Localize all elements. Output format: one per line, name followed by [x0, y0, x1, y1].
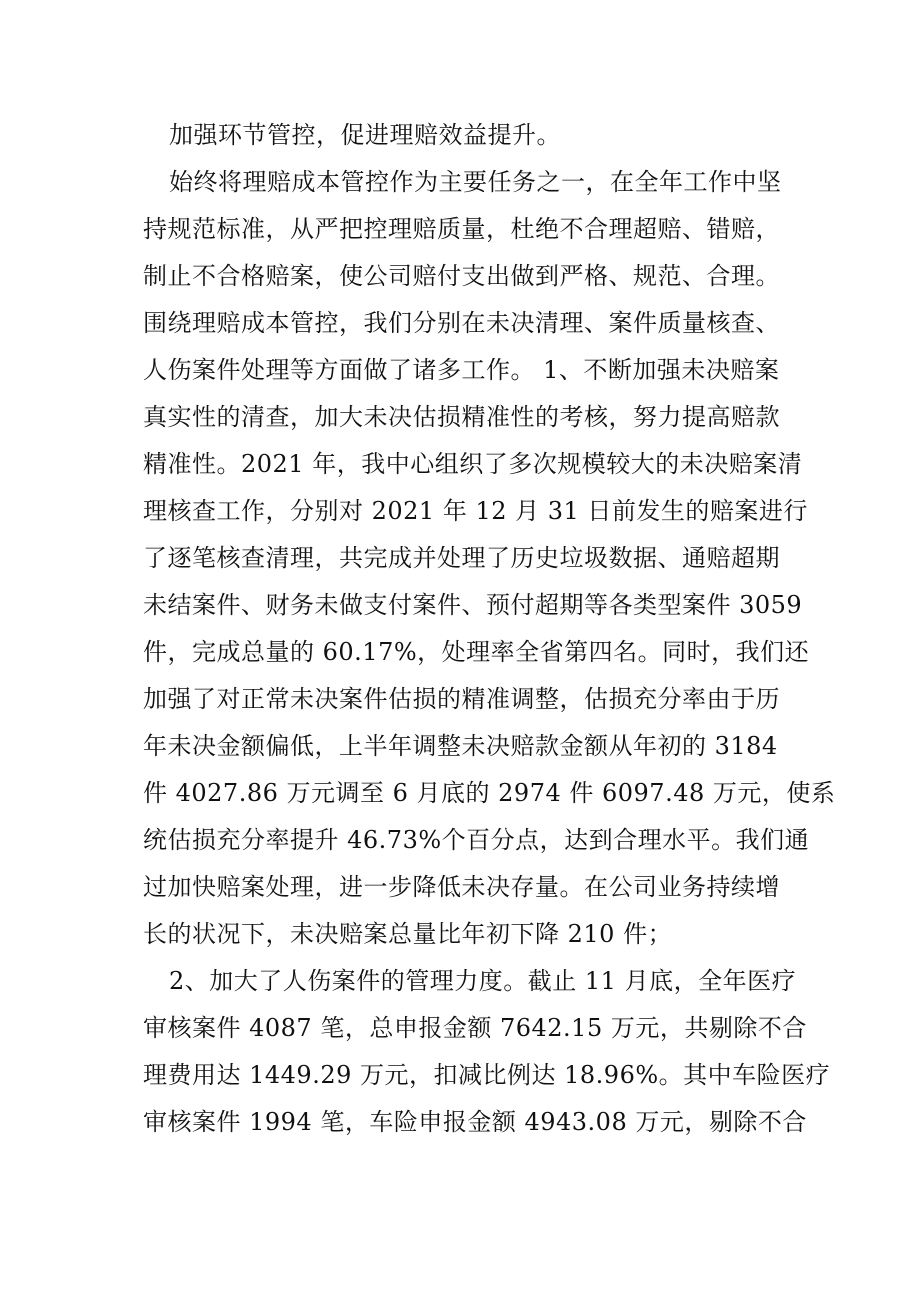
text-line: 件，完成总量的 60.17%，处理率全省第四名。同时，我们还 — [143, 638, 810, 666]
text-line: 持规范标准，从严把控理赔质量，杜绝不合理超赔、错赔， — [143, 215, 780, 243]
text-line: 未结案件、财务未做支付案件、预付超期等各类型案件 3059 — [143, 591, 803, 619]
text-line: 真实性的清查，加大未决估损精准性的考核，努力提高赔款 — [143, 403, 780, 431]
text-line: 精准性。2021 年，我中心组织了多次规模较大的未决赔案清 — [143, 450, 803, 478]
document-body — [143, 112, 836, 1146]
text-line: 加强环节管控，促进理赔效益提升。 — [169, 121, 561, 149]
text-line: 审核案件 1994 笔，车险申报金额 4943.08 万元，剔除不合 — [143, 1108, 807, 1136]
text-line: 年未决金额偏低，上半年调整未决赔款金额从年初的 3184 — [143, 732, 778, 760]
text-line: 理费用达 1449.29 万元，扣减比例达 18.96%。其中车险医疗 — [143, 1061, 831, 1089]
text-line: 了逐笔核查清理，共完成并处理了历史垃圾数据、通赔超期 — [143, 544, 780, 572]
text-line: 件 4027.86 万元调至 6 月底的 2974 件 6097.48 万元，使系 — [143, 779, 836, 807]
text-line: 制止不合格赔案，使公司赔付支出做到严格、规范、合理。 — [143, 262, 780, 290]
text-line: 围绕理赔成本管控，我们分别在未决清理、案件质量核查、 — [143, 309, 780, 337]
text-line: 始终将理赔成本管控作为主要任务之一，在全年工作中坚 — [169, 168, 782, 196]
text-line: 统估损充分率提升 46.73%个百分点，达到合理水平。我们通 — [143, 826, 810, 854]
text-line: 过加快赔案处理，进一步降低未决存量。在公司业务持续增 — [143, 873, 780, 901]
text-line: 长的状况下，未决赔案总量比年初下降 210 件； — [143, 920, 673, 948]
text-line: 加强了对正常未决案件估损的精准调整，估损充分率由于历 — [143, 685, 780, 713]
text-line: 审核案件 4087 笔，总申报金额 7642.15 万元，共剔除不合 — [143, 1014, 807, 1042]
text-line: 人伤案件处理等方面做了诸多工作。 1、不断加强未决赔案 — [143, 356, 780, 384]
text-line: 理核查工作，分别对 2021 年 12 月 31 日前发生的赔案进行 — [143, 497, 808, 525]
text-line: 2、加大了人伤案件的管理力度。截止 11 月底，全年医疗 — [169, 967, 797, 995]
